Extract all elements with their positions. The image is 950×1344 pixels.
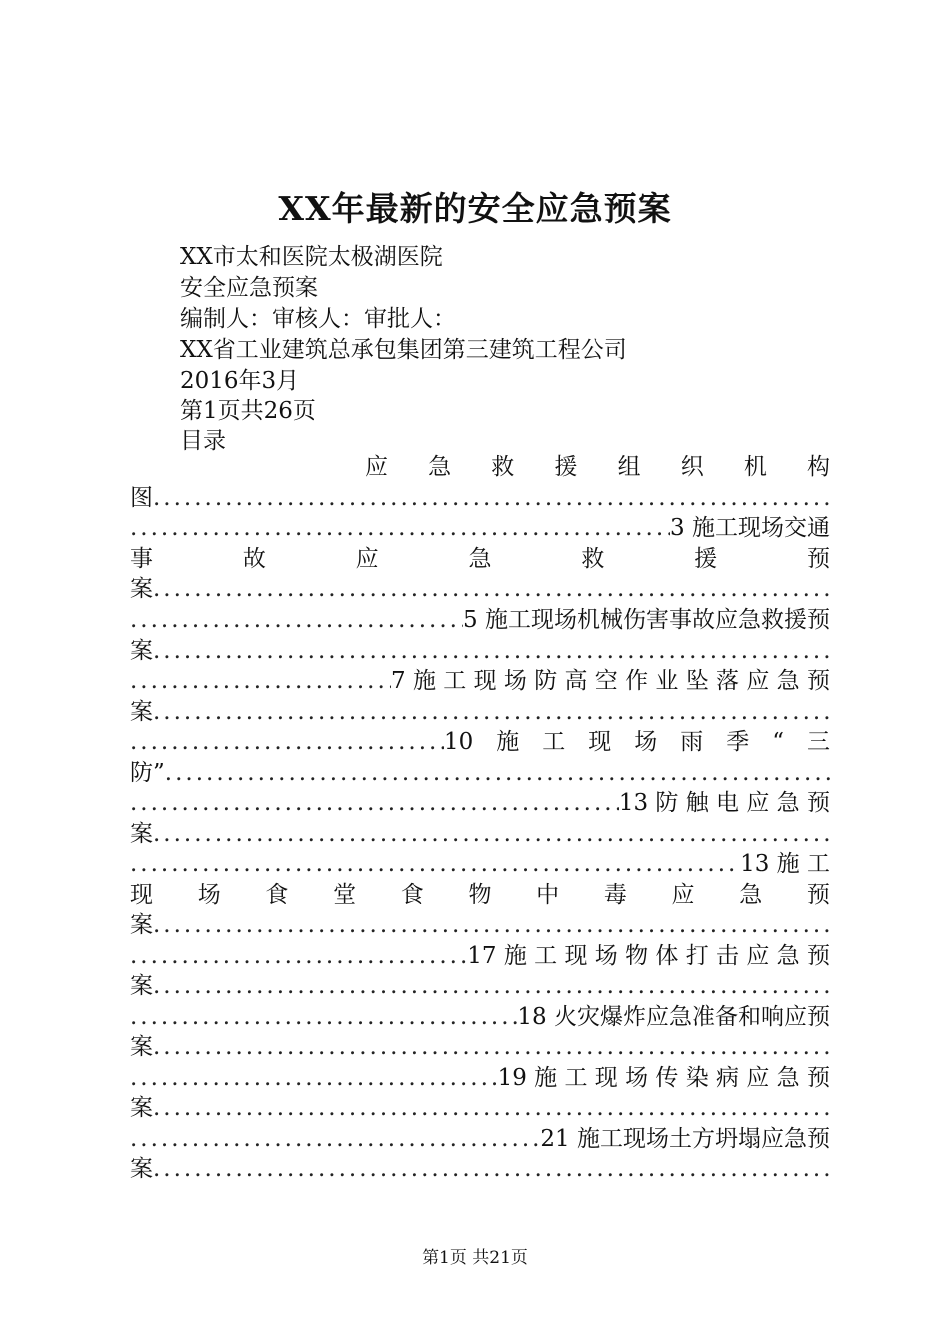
document-subtitle: 安全应急预案 [180,275,318,301]
toc-row [130,513,830,544]
toc-char: 援 [554,454,578,480]
toc-char: 场 [197,882,221,908]
toc-leader-dots [153,636,830,667]
toc-row [130,1124,830,1155]
toc-char: 应 [355,546,379,572]
company-name: XX省工业建筑总承包集团第三建筑工程公司 [180,337,627,363]
toc-row [130,849,830,880]
toc-leader-dots [130,605,463,636]
toc-row [130,941,830,972]
page-footer: 第1页 共21页 [422,1248,528,1268]
toc-row [130,697,830,728]
toc-leader-dots [130,941,467,972]
page-count-line: 第1页共26页 [180,398,316,424]
toc-char: 食 [265,882,289,908]
toc-entry-text: 19 施 工 现 场 传 染 病 应 急 预 [497,1065,830,1091]
toc-row [130,1093,830,1124]
toc-char: 急 [468,546,492,572]
toc-leader-dots [153,1154,830,1185]
toc-text: 案 [130,912,153,938]
toc-leader-dots [153,574,830,605]
toc-row [130,1002,830,1033]
toc-text: 防” [130,760,165,786]
toc-char: 织 [680,454,704,480]
toc-entry-text: 10 施 工 现 场 雨 季 “ 三 [443,729,830,755]
toc-leader-dots [130,513,670,544]
toc-leader-dots [153,1032,830,1063]
toc-row [130,666,830,697]
toc-leader-dots [130,1002,517,1033]
toc-leader-dots [130,666,391,697]
toc-row [130,758,830,789]
document-title: XX年最新的安全应急预案 [278,189,672,228]
toc-text: 案 [130,973,153,999]
toc-char: 毒 [603,882,627,908]
toc-text: 案 [130,1095,153,1121]
toc-leader-dots [153,697,830,728]
toc-char: 现 [130,882,153,908]
toc-entry-text: 13 防 触 电 应 急 预 [618,790,830,816]
toc-row [130,605,830,636]
toc-entry-text: 17 施 工 现 场 物 体 打 击 应 急 预 [467,943,830,969]
signatories-line: 编制人：审核人：审批人： [180,306,456,332]
toc-row [130,727,830,758]
toc-char: 食 [400,882,424,908]
toc-entry-text: 5 施工现场机械伤害事故应急救援预 [463,607,830,633]
toc-row [130,910,830,941]
toc-char: 急 [428,454,452,480]
toc-char: 救 [491,454,515,480]
toc-leader-dots [130,1124,540,1155]
toc-char: 急 [739,882,763,908]
toc-leader-dots [130,849,740,880]
toc-char: 机 [743,454,767,480]
toc-text: 图 [130,485,153,511]
toc-leader-dots [130,788,619,819]
toc-row [130,483,830,514]
toc-row [130,574,830,605]
toc-char: 预 [806,546,830,572]
toc-row [130,819,830,850]
toc-leader-dots [153,971,830,1002]
toc-leader-dots [153,819,830,850]
toc-entry-text: 13 施 工 [740,851,830,877]
document-date: 2016年3月 [180,368,300,394]
toc-char: 堂 [333,882,357,908]
toc-text: 案 [130,821,153,847]
hospital-name: XX市太和医院太极湖医院 [180,244,443,270]
toc-row [130,1063,830,1094]
toc-row [130,1154,830,1185]
toc-leader-dots [153,910,830,941]
toc-leader-dots [165,758,830,789]
toc-char: 救 [581,546,605,572]
toc-entry-text: 3 施工现场交通 [670,515,830,541]
toc-leader-dots [130,1063,498,1094]
toc-char: 应 [365,454,388,480]
toc-char: 事 [130,546,153,572]
toc-leader-dots [153,483,830,514]
toc-leader-dots [153,1093,830,1124]
toc-heading: 目录 [180,428,226,454]
toc-entry-text: 7 施 工 现 场 防 高 空 作 业 坠 落 应 急 预 [391,668,830,694]
toc-char: 构 [806,454,830,480]
toc-text: 案 [130,576,153,602]
toc-row [130,788,830,819]
toc-char: 援 [694,546,718,572]
toc-entry-text: 21 施工现场土方坍塌应急预 [540,1126,830,1152]
toc-text: 案 [130,699,153,725]
toc-char: 组 [617,454,641,480]
toc-text: 案 [130,1156,153,1182]
toc-entry-text: 18 火灾爆炸应急准备和响应预 [517,1004,830,1030]
toc-text: 案 [130,1034,153,1060]
toc-row [130,971,830,1002]
toc-char: 应 [671,882,695,908]
toc-row [130,452,830,483]
toc-row [130,1032,830,1063]
toc-char: 预 [806,882,830,908]
toc-char: 物 [468,882,492,908]
toc-char: 故 [242,546,266,572]
toc-leader-dots [130,727,444,758]
toc-row [130,880,830,911]
toc-text: 案 [130,638,153,664]
toc-row [130,544,830,575]
toc-row [130,636,830,667]
toc-char: 中 [536,882,560,908]
